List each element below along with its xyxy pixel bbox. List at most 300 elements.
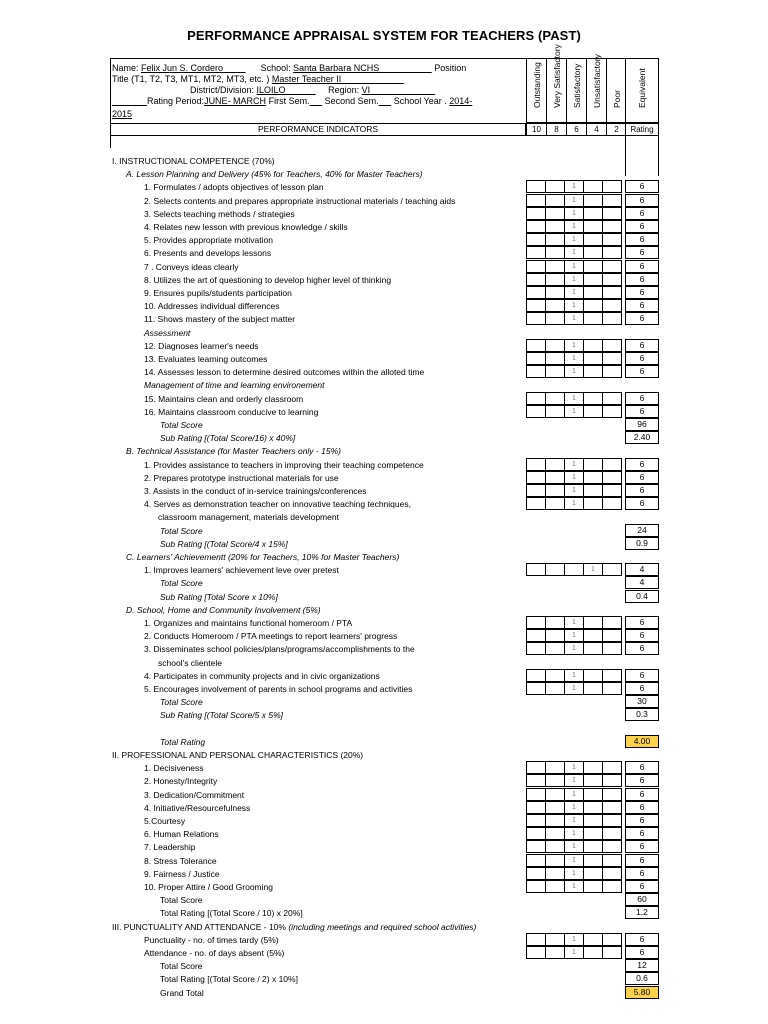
second-sem-label: Second Sem. [324,96,379,106]
region-label: Region: [328,85,360,95]
grand-total-value: 5.80 [625,986,659,999]
row-text: 4. Relates new lesson with previous knowledge / skills [144,222,348,232]
rating-cell[interactable] [583,299,603,312]
rating-cell[interactable] [583,827,603,840]
rating-cell[interactable] [583,471,603,484]
rating-cell[interactable]: 1 [564,880,584,893]
rating-cells [526,233,621,246]
rating-cell[interactable] [526,682,546,695]
row-text: Total Score [160,578,203,588]
equivalent-value: 0.6 [625,972,659,985]
indicator-text [144,815,185,827]
rating-cell[interactable] [545,669,565,682]
rating-cell[interactable] [602,194,622,207]
rating-cell[interactable] [602,801,622,814]
rating-cell[interactable] [526,260,546,273]
rating-cell[interactable] [583,814,603,827]
rating-cells [526,801,621,814]
rating-cell[interactable] [526,286,546,299]
first-sem-label: First Sem. [268,96,310,106]
rating-cell[interactable] [564,563,584,576]
school-year-value: 2014- [449,96,473,106]
rating-cell[interactable] [583,946,603,959]
rating-cell[interactable]: 1 [564,854,584,867]
rating-cell[interactable] [545,616,565,629]
total-label [160,987,204,999]
row-text: 2. Selects contents and prepares appropriate instructional materials / teaching aids [144,196,456,206]
school-year-label: School Year . [393,96,447,106]
rating-cell[interactable]: 1 [564,260,584,273]
column-header-0 [526,58,546,123]
rating-period-label: Rating Period: [147,96,205,106]
region-value: VI [361,85,371,95]
rating-cell[interactable]: 1 [564,220,584,233]
rating-cell[interactable] [602,854,622,867]
rating-cell[interactable] [602,246,622,259]
rating-cell[interactable] [602,352,622,365]
rating-cell[interactable] [545,629,565,642]
rating-cell[interactable] [545,312,565,325]
rating-cell[interactable] [545,497,565,510]
name-value: Felix Jun S. Cordero [141,63,224,73]
rating-cell[interactable] [602,180,622,193]
rating-cell[interactable] [526,458,546,471]
rating-cell[interactable] [602,484,622,497]
rating-cell[interactable]: 1 [564,814,584,827]
rating-cell[interactable] [526,814,546,827]
rating-cell[interactable] [545,405,565,418]
equivalent-value: 6 [625,180,659,193]
rating-cell[interactable] [583,880,603,893]
rating-cell[interactable] [583,207,603,220]
district-label: District/Division: [190,85,255,95]
total-label [160,538,288,550]
rating-cells [526,827,621,840]
rating-cell[interactable]: 1 [564,840,584,853]
rating-cell[interactable]: 1 [564,286,584,299]
indicator-text [144,498,411,510]
rating-cell[interactable] [526,471,546,484]
subsection-heading [144,379,325,391]
rating-cell[interactable] [545,774,565,787]
rating-cell[interactable] [526,220,546,233]
equivalent-value: 6 [625,946,659,959]
rating-cell[interactable] [526,669,546,682]
rating-cells [526,854,621,867]
rating-cell[interactable] [545,801,565,814]
rating-cell[interactable] [545,642,565,655]
equivalent-value: 1.2 [625,906,659,919]
rating-cell[interactable] [526,207,546,220]
rating-cell[interactable] [545,840,565,853]
rating-cell[interactable] [583,339,603,352]
indicator-text [144,881,273,893]
rating-cell[interactable] [545,484,565,497]
rating-cell[interactable]: 1 [564,629,584,642]
rating-cell[interactable] [526,194,546,207]
rating-cell[interactable] [602,761,622,774]
rating-cell[interactable]: 1 [564,867,584,880]
rating-cell[interactable] [526,339,546,352]
rating-cell[interactable] [526,484,546,497]
rating-cells [526,563,621,576]
row-text: 13. Evaluates learning outcomes [144,354,268,364]
rating-cell[interactable] [583,233,603,246]
rating-cell[interactable] [583,246,603,259]
rating-cell[interactable] [602,339,622,352]
rating-cell[interactable]: 1 [564,365,584,378]
rating-cell[interactable]: 1 [564,827,584,840]
rating-cells [526,642,621,655]
equivalent-value: 6 [625,854,659,867]
rating-cell[interactable] [602,669,622,682]
rating-cell[interactable] [545,207,565,220]
rating-cell[interactable] [602,788,622,801]
rating-cell[interactable] [602,497,622,510]
rating-cell[interactable] [602,471,622,484]
rating-cell[interactable]: 1 [564,471,584,484]
equivalent-value: 6 [625,801,659,814]
total-label [160,709,283,721]
rating-cell[interactable] [602,365,622,378]
rating-cell[interactable] [526,312,546,325]
rating-cell[interactable] [602,312,622,325]
indicator-text [144,683,412,695]
rating-cell[interactable] [526,867,546,880]
rating-cell[interactable] [545,814,565,827]
rating-cell[interactable] [545,273,565,286]
rating-cell[interactable] [526,761,546,774]
rating-cell[interactable] [545,194,565,207]
rating-cell[interactable] [526,563,546,576]
rating-cell[interactable] [526,299,546,312]
rating-cell[interactable] [526,273,546,286]
equivalent-value: 6 [625,484,659,497]
rating-cell[interactable] [545,854,565,867]
rating-cells [526,392,621,405]
rating-cell[interactable]: 1 [564,405,584,418]
rating-cell[interactable] [583,788,603,801]
rating-cell[interactable] [602,616,622,629]
rating-cell[interactable] [602,629,622,642]
indicator-text [144,181,324,193]
equivalent-value: 6 [625,299,659,312]
rating-cell[interactable] [583,682,603,695]
rating-cell[interactable] [583,616,603,629]
equivalent-value: 6 [625,220,659,233]
rating-cell[interactable]: 1 [564,761,584,774]
rating-cell[interactable]: 1 [564,616,584,629]
rating-cell[interactable] [602,774,622,787]
rating-cell[interactable] [602,814,622,827]
rating-cell[interactable]: 1 [564,246,584,259]
rating-cell[interactable]: 1 [564,312,584,325]
rating-cell[interactable]: 1 [564,801,584,814]
rating-cell[interactable] [602,946,622,959]
total-label [160,736,205,748]
rating-cell[interactable] [545,946,565,959]
rating-cells [526,339,621,352]
equivalent-value: 30 [625,695,659,708]
rating-cell[interactable] [583,774,603,787]
equivalent-value: 24 [625,524,659,537]
rating-cell[interactable] [545,880,565,893]
indicator-text [144,617,352,629]
rating-cell[interactable] [526,840,546,853]
indicator-text [144,855,217,867]
equivalent-value: 6 [625,352,659,365]
rating-cell[interactable] [602,220,622,233]
rating-cell[interactable] [583,352,603,365]
equivalent-value: 6 [625,774,659,787]
rating-cell[interactable] [545,365,565,378]
rating-cell[interactable] [602,827,622,840]
rating-cell[interactable] [583,312,603,325]
rating-cell[interactable] [602,880,622,893]
rating-cell[interactable]: 1 [564,946,584,959]
rating-cell[interactable] [602,563,622,576]
column-header-label: Very Satisfactory [551,44,562,108]
rating-cell[interactable]: 1 [564,497,584,510]
rating-cell[interactable]: 1 [564,788,584,801]
indicator-text [144,868,220,880]
equivalent-value: 4 [625,563,659,576]
rating-cell[interactable] [583,365,603,378]
rating-cell[interactable] [602,840,622,853]
rating-cell[interactable]: 1 [564,299,584,312]
row-text: Total Score [160,895,203,905]
rating-cell[interactable] [545,286,565,299]
indicator-text [144,762,204,774]
rating-cell[interactable] [583,840,603,853]
rating-cell[interactable] [602,260,622,273]
rating-cell[interactable] [526,788,546,801]
rating-cell[interactable] [583,761,603,774]
rating-cell[interactable] [526,946,546,959]
rating-cell[interactable] [526,629,546,642]
total-label [160,973,298,985]
indicator-text [144,472,339,484]
rating-cell[interactable] [602,642,622,655]
rating-cell[interactable] [602,392,622,405]
row-text: 2. Conducts Homeroom / PTA meetings to report learners' progress [144,631,398,641]
row-text: 3. Assists in the conduct of in-service trainings/conferences [144,486,367,496]
row-text: 8. Utilizes the art of questioning to develop higher level of thinking [144,275,392,285]
rating-cell[interactable]: 1 [564,774,584,787]
rating-cell[interactable]: 1 [564,392,584,405]
rating-cell[interactable] [583,260,603,273]
name-label: Name: [112,63,139,73]
equivalent-value: 6 [625,339,659,352]
rating-cell[interactable] [583,933,603,946]
rating-cell[interactable]: 1 [564,273,584,286]
rating-cell[interactable]: 1 [564,458,584,471]
rating-cell[interactable] [545,788,565,801]
column-header-label: Satisfactory [571,63,582,108]
equivalent-value: 6 [625,273,659,286]
rating-cell[interactable]: 1 [564,484,584,497]
total-label [160,577,203,589]
row-text: Punctuality - no. of times tardy (5%) [144,935,279,945]
rating-cell[interactable]: 1 [564,180,584,193]
rating-cell[interactable] [583,286,603,299]
rating-cell[interactable] [583,194,603,207]
rating-cell[interactable] [526,642,546,655]
rating-cell[interactable] [583,669,603,682]
row-text: Total Score [160,526,203,536]
rating-cell[interactable] [602,458,622,471]
column-header-3 [586,54,606,123]
rating-cell[interactable] [526,405,546,418]
rating-cell[interactable] [545,220,565,233]
rating-cell[interactable]: 1 [564,933,584,946]
equivalent-value: 6 [625,814,659,827]
total-label [160,591,278,603]
rating-cell[interactable] [545,867,565,880]
equivalent-value: 6 [625,458,659,471]
header-line-1 [112,63,466,74]
rating-cell[interactable] [526,180,546,193]
rating-cell[interactable] [526,774,546,787]
rating-cell[interactable] [583,405,603,418]
rating-cell[interactable] [526,616,546,629]
rating-cell[interactable] [602,207,622,220]
rating-cell[interactable] [602,233,622,246]
rating-cell[interactable] [583,392,603,405]
equivalent-value: 6 [625,194,659,207]
rating-cell[interactable] [545,339,565,352]
rating-cell[interactable] [602,933,622,946]
rating-cell[interactable] [526,365,546,378]
points-cell-3: 4 [586,123,606,136]
rating-cell[interactable] [583,867,603,880]
rating-cell[interactable] [545,299,565,312]
rating-cell[interactable] [602,273,622,286]
school-year-cont: 2015 [112,109,133,119]
rating-cell[interactable] [545,682,565,695]
rating-cell[interactable]: 1 [564,669,584,682]
equivalent-value: 6 [625,642,659,655]
rating-cell[interactable] [583,642,603,655]
row-text: 5.Courtesy [144,816,186,826]
equivalent-value: 6 [625,669,659,682]
indicator-text [144,406,318,418]
rating-cells [526,840,621,853]
row-text: Total Rating [(Total Score / 2) x 10%] [160,974,298,984]
indicator-text [144,485,367,497]
section-heading [112,921,476,933]
rating-cell[interactable] [526,933,546,946]
rating-cell[interactable]: 1 [564,194,584,207]
rating-cell[interactable] [602,867,622,880]
rating-cell[interactable] [545,260,565,273]
rating-cell[interactable] [602,405,622,418]
rating-cell[interactable]: 1 [583,563,603,576]
rating-cell[interactable] [583,854,603,867]
rating-cell[interactable] [602,299,622,312]
rating-cell[interactable]: 1 [564,339,584,352]
row-text: A. Lesson Planning and Delivery (45% for Teachers, 40% for Master Teachers) [126,169,423,179]
row-text: Attendance - no. of days absent (5%) [144,948,285,958]
rating-cell[interactable] [545,246,565,259]
row-note: (including meetings and required school activities) [285,922,477,932]
equivalent-value: 6 [625,246,659,259]
row-text: 3. Disseminates school policies/plans/programs/accomplishments to the [144,644,415,654]
equivalent-value: 60 [625,893,659,906]
rating-cell[interactable] [583,273,603,286]
rating-cell[interactable] [583,458,603,471]
rating-cell[interactable] [583,801,603,814]
rating-cell[interactable] [583,497,603,510]
rating-cell[interactable] [545,180,565,193]
row-text: B. Technical Assistance (for Master Teachers only - 15%) [126,446,341,456]
rating-cell[interactable] [583,484,603,497]
row-text: 4. Participates in community projects and in civic organizations [144,671,380,681]
rating-cell[interactable] [545,392,565,405]
rating-cell[interactable] [583,629,603,642]
rating-cell[interactable] [526,233,546,246]
row-text: Assessment [144,328,191,338]
rating-cell[interactable] [526,392,546,405]
rating-cell[interactable]: 1 [564,642,584,655]
equivalent-header-label: Equivalent [637,68,647,108]
rating-cell[interactable] [545,933,565,946]
rating-cell[interactable] [583,180,603,193]
rating-cell[interactable] [526,497,546,510]
indicator-text [144,208,295,220]
rating-cell[interactable] [545,458,565,471]
row-text: 12. Diagnoses learner's needs [144,341,259,351]
row-text: 2. Prepares prototype instructional materials for use [144,473,339,483]
rating-cell[interactable] [526,827,546,840]
indicator-text [144,934,279,946]
rating-cell[interactable] [545,471,565,484]
rating-cell[interactable]: 1 [564,682,584,695]
rating-cell[interactable] [526,801,546,814]
row-text: Total Rating [(Total Score / 10) x 20%] [160,908,303,918]
row-text: Total Score [160,961,203,971]
rating-cell[interactable] [602,286,622,299]
rating-cell[interactable] [583,220,603,233]
row-text: Total Rating [160,737,206,747]
rating-cell[interactable] [526,854,546,867]
row-text: 16. Maintains classroom conducive to learning [144,407,319,417]
rating-cell[interactable]: 1 [564,233,584,246]
indicator-text [144,828,219,840]
header-line-4 [112,96,472,107]
points-cell-0: 10 [526,123,546,136]
indicator-text [144,630,397,642]
rating-cell[interactable]: 1 [564,352,584,365]
subsection-heading [126,551,399,563]
rating-cell[interactable] [526,246,546,259]
rating-cell[interactable] [602,682,622,695]
indicator-text [144,313,295,325]
rating-cell[interactable] [526,880,546,893]
row-text: classroom management, materials development [158,512,339,522]
rating-cell[interactable] [545,352,565,365]
indicator-text [144,393,303,405]
rating-cell[interactable]: 1 [564,207,584,220]
row-text: 7 . Conveys ideas clearly [144,262,239,272]
indicator-text [144,775,217,787]
rating-cell[interactable] [545,761,565,774]
rating-cell[interactable] [545,563,565,576]
row-text: 4. Serves as demonstration teacher on innovative teaching techniques, [144,499,411,509]
rating-cell[interactable] [545,233,565,246]
rating-cell[interactable] [526,352,546,365]
rating-cell[interactable] [545,827,565,840]
